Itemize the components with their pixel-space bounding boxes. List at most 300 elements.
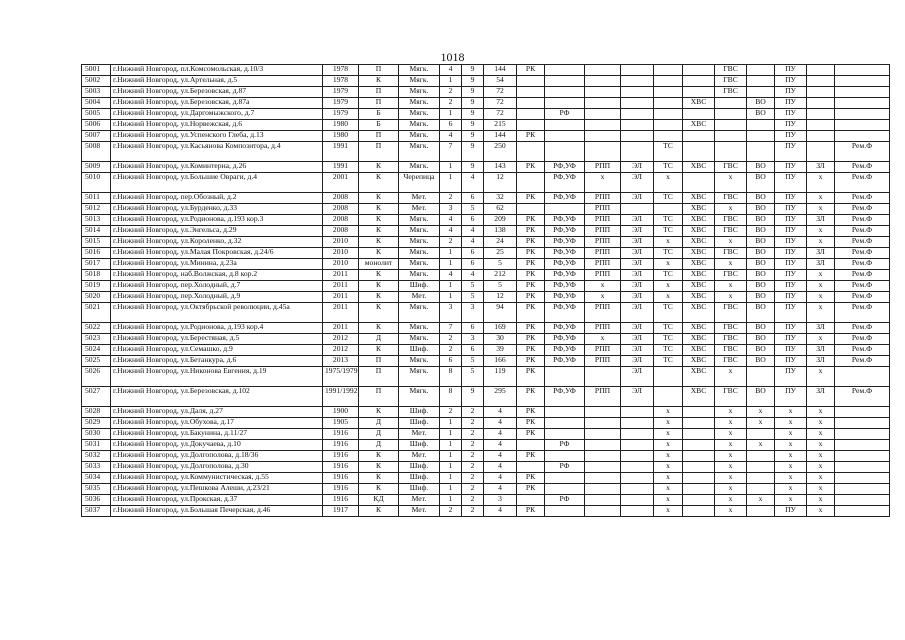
table-cell: 7 <box>440 323 462 334</box>
table-cell: ХВС <box>683 270 715 281</box>
table-cell: РК <box>517 162 545 173</box>
table-cell: х <box>715 407 747 418</box>
table-cell: Мягк. <box>399 248 440 259</box>
table-cell: ТС <box>654 162 683 173</box>
table-cell: ПУ <box>775 323 807 334</box>
table-cell: х <box>715 259 747 270</box>
table-cell: х <box>654 462 683 473</box>
table-cell: х <box>807 292 835 303</box>
table-cell: 1916 <box>323 429 359 440</box>
table-cell: 1916 <box>323 462 359 473</box>
table-cell: Мягк. <box>399 87 440 98</box>
table-cell: Мягк. <box>399 226 440 237</box>
table-cell: ЭЛ <box>621 259 654 270</box>
table-cell: ПУ <box>775 162 807 173</box>
table-cell: 144 <box>484 65 517 76</box>
table-cell <box>545 451 585 462</box>
table-cell: К <box>359 226 399 237</box>
table-row <box>82 98 890 109</box>
table-cell: 54 <box>484 76 517 87</box>
table-cell: 5 <box>484 281 517 292</box>
table-cell: 2011 <box>323 323 359 334</box>
address-cell: г.Нижний Новгород, ул.Докучаева, д.10 <box>111 440 323 451</box>
table-cell: ПУ <box>775 506 807 517</box>
address-cell: г.Нижний Новгород, ул.Березовская, д.102 <box>111 387 323 407</box>
table-cell <box>747 65 775 76</box>
address-cell: г.Нижний Новгород, ул.Короленко, д.32 <box>111 237 323 248</box>
table-cell: РПП <box>585 259 621 270</box>
table-cell: 72 <box>484 109 517 120</box>
table-cell: ПУ <box>775 226 807 237</box>
table-cell: РК <box>517 215 545 226</box>
table-cell: Мет. <box>399 429 440 440</box>
table-cell: ТС <box>654 226 683 237</box>
table-cell: ТС <box>654 334 683 345</box>
table-cell: 1 <box>440 462 462 473</box>
row-number-cell: 5002 <box>82 76 111 87</box>
table-row <box>82 270 890 281</box>
table-cell <box>807 98 835 109</box>
table-cell: 6 <box>462 323 484 334</box>
table-cell: Мягк. <box>399 237 440 248</box>
table-cell: 2010 <box>323 237 359 248</box>
table-cell: х <box>775 484 807 495</box>
table-cell: х <box>807 429 835 440</box>
table-cell: РФ,УФ <box>545 323 585 334</box>
table-cell: К <box>359 270 399 281</box>
table-cell <box>621 440 654 451</box>
table-cell: РФ,УФ <box>545 303 585 323</box>
table-cell: монолит <box>359 259 399 270</box>
table-cell: ГВС <box>715 193 747 204</box>
table-cell: х <box>807 418 835 429</box>
table-cell: х <box>807 270 835 281</box>
row-number-cell: 5027 <box>82 387 111 407</box>
address-cell: г.Нижний Новгород, ул.Бакунина, д.11/27 <box>111 429 323 440</box>
table-cell: РФ,УФ <box>545 162 585 173</box>
table-cell <box>835 495 890 506</box>
table-cell: РК <box>517 292 545 303</box>
table-cell <box>621 495 654 506</box>
table-cell: х <box>715 237 747 248</box>
table-cell: Д <box>359 440 399 451</box>
table-cell <box>545 87 585 98</box>
table-row <box>82 356 890 367</box>
table-cell: ВО <box>747 356 775 367</box>
table-cell <box>683 87 715 98</box>
table-cell <box>683 495 715 506</box>
table-cell: Мет. <box>399 292 440 303</box>
table-cell: 1 <box>440 76 462 87</box>
table-cell: 2013 <box>323 356 359 367</box>
table-cell: ЗЛ <box>807 248 835 259</box>
table-cell: х <box>807 226 835 237</box>
table-cell: 9 <box>462 87 484 98</box>
table-cell: РК <box>517 451 545 462</box>
table-cell: ТС <box>654 270 683 281</box>
table-cell: ПУ <box>775 237 807 248</box>
table-cell: 9 <box>462 162 484 173</box>
table-cell: К <box>359 462 399 473</box>
table-cell <box>747 131 775 142</box>
table-cell <box>835 506 890 517</box>
table-cell: ВО <box>747 292 775 303</box>
table-cell: ПУ <box>775 215 807 226</box>
address-cell: г.Нижний Новгород, ул.Никонова Евгения, д.19 <box>111 367 323 387</box>
table-cell: ВО <box>747 162 775 173</box>
table-row <box>82 226 890 237</box>
table-cell <box>517 98 545 109</box>
table-cell: ЭЛ <box>621 356 654 367</box>
table-cell: х <box>654 484 683 495</box>
table-cell <box>621 484 654 495</box>
table-cell: ЭЛ <box>621 237 654 248</box>
table-cell <box>715 120 747 131</box>
table-cell: 4 <box>440 65 462 76</box>
table-cell: РПП <box>585 204 621 215</box>
row-number-cell: 5024 <box>82 345 111 356</box>
row-number-cell: 5032 <box>82 451 111 462</box>
table-cell: 4 <box>462 237 484 248</box>
table-cell <box>747 367 775 387</box>
row-number-cell: 5015 <box>82 237 111 248</box>
row-number-cell: 5011 <box>82 193 111 204</box>
table-cell <box>545 484 585 495</box>
table-cell <box>715 131 747 142</box>
table-cell: 2012 <box>323 334 359 345</box>
table-cell: 144 <box>484 131 517 142</box>
table-cell: 25 <box>484 248 517 259</box>
table-cell: х <box>715 484 747 495</box>
table-cell <box>654 109 683 120</box>
table-cell <box>835 484 890 495</box>
table-cell: К <box>359 323 399 334</box>
table-cell: Рем.Ф <box>835 387 890 407</box>
table-cell: х <box>654 429 683 440</box>
table-cell: 2008 <box>323 204 359 215</box>
table-cell: ТС <box>654 323 683 334</box>
table-cell: х <box>747 495 775 506</box>
table-cell: ПУ <box>775 281 807 292</box>
table-cell: ЭЛ <box>621 193 654 204</box>
table-cell: ВО <box>747 270 775 281</box>
table-cell: РК <box>517 193 545 204</box>
table-cell: РК <box>517 506 545 517</box>
table-cell: ЭЛ <box>621 323 654 334</box>
table-row <box>82 215 890 226</box>
address-cell: г.Нижний Новгород, ул.Коммунистическая, д.55 <box>111 473 323 484</box>
address-cell: г.Нижний Новгород, пер.Обозный, д.2 <box>111 193 323 204</box>
table-cell <box>747 484 775 495</box>
table-cell: ЭЛ <box>621 173 654 193</box>
table-row <box>82 506 890 517</box>
table-cell <box>545 120 585 131</box>
table-cell: ХВС <box>683 215 715 226</box>
table-cell: К <box>359 76 399 87</box>
table-cell: ТС <box>654 248 683 259</box>
table-cell: х <box>715 462 747 473</box>
table-cell: ТС <box>654 345 683 356</box>
table-cell <box>585 495 621 506</box>
table-cell: х <box>807 440 835 451</box>
table-cell: Мягк. <box>399 142 440 162</box>
table-cell: Рем.Ф <box>835 142 890 162</box>
table-cell: ТС <box>654 193 683 204</box>
table-cell: х <box>807 204 835 215</box>
address-cell: г.Нижний Новгород, ул.Большая Печерская, д.46 <box>111 506 323 517</box>
row-number-cell: 5035 <box>82 484 111 495</box>
table-cell: РК <box>517 387 545 407</box>
table-cell <box>683 484 715 495</box>
table-cell: ЭЛ <box>621 292 654 303</box>
table-row <box>82 281 890 292</box>
table-cell: 1 <box>440 248 462 259</box>
table-cell: ХВС <box>683 248 715 259</box>
table-cell: 4 <box>484 418 517 429</box>
table-cell: РК <box>517 484 545 495</box>
address-cell: г.Нижний Новгород, ул.Родионова, д.193 кор.3 <box>111 215 323 226</box>
table-cell: 4 <box>440 226 462 237</box>
table-cell <box>585 407 621 418</box>
table-cell: ХВС <box>683 292 715 303</box>
table-cell: ХВС <box>683 367 715 387</box>
table-cell: 3 <box>462 303 484 323</box>
table-row <box>82 418 890 429</box>
table-cell <box>835 98 890 109</box>
table-cell: 2 <box>440 345 462 356</box>
table-cell: РФ,УФ <box>545 281 585 292</box>
table-cell <box>585 484 621 495</box>
row-number-cell: 5009 <box>82 162 111 173</box>
table-cell: Мягк. <box>399 323 440 334</box>
table-cell <box>621 506 654 517</box>
table-cell <box>654 98 683 109</box>
table-cell: К <box>359 484 399 495</box>
table-cell <box>807 109 835 120</box>
table-cell <box>545 506 585 517</box>
table-cell: 1 <box>440 440 462 451</box>
table-cell: РПП <box>585 237 621 248</box>
row-number-cell: 5022 <box>82 323 111 334</box>
table-cell: Мягк. <box>399 131 440 142</box>
table-cell: х <box>654 237 683 248</box>
table-cell: РПП <box>585 215 621 226</box>
table-cell: 2008 <box>323 215 359 226</box>
table-cell: ПУ <box>775 76 807 87</box>
table-cell <box>585 131 621 142</box>
table-cell: РК <box>517 226 545 237</box>
table-cell: х <box>807 407 835 418</box>
table-cell: ЭЛ <box>621 215 654 226</box>
table-cell <box>621 65 654 76</box>
table-cell <box>585 65 621 76</box>
table-cell: 3 <box>440 303 462 323</box>
table-cell: Рем.Ф <box>835 204 890 215</box>
table-cell: 2 <box>462 473 484 484</box>
row-number-cell: 5029 <box>82 418 111 429</box>
table-cell <box>715 98 747 109</box>
table-cell: ВО <box>747 98 775 109</box>
table-cell: х <box>654 440 683 451</box>
table-cell: ПУ <box>775 345 807 356</box>
table-cell: 2008 <box>323 226 359 237</box>
table-cell: РК <box>517 429 545 440</box>
row-number-cell: 5018 <box>82 270 111 281</box>
row-number-cell: 5020 <box>82 292 111 303</box>
table-row <box>82 162 890 173</box>
table-cell <box>621 473 654 484</box>
table-cell: ГВС <box>715 76 747 87</box>
table-cell: 1991 <box>323 142 359 162</box>
table-cell <box>585 418 621 429</box>
table-cell: х <box>654 407 683 418</box>
table-cell: К <box>359 303 399 323</box>
table-cell: Мягк. <box>399 387 440 407</box>
table-cell <box>683 451 715 462</box>
table-cell: х <box>654 451 683 462</box>
page-number: 1018 <box>440 50 465 64</box>
table-row <box>82 109 890 120</box>
row-number-cell: 5021 <box>82 303 111 323</box>
table-cell <box>807 65 835 76</box>
table-cell: 4 <box>484 407 517 418</box>
table-cell: х <box>715 429 747 440</box>
table-cell: 2 <box>462 462 484 473</box>
table-row <box>82 248 890 259</box>
row-number-cell: 5004 <box>82 98 111 109</box>
table-cell: х <box>654 495 683 506</box>
row-number-cell: 5026 <box>82 367 111 387</box>
table-cell: 1980 <box>323 131 359 142</box>
table-cell: х <box>807 173 835 193</box>
table-cell: 6 <box>462 345 484 356</box>
table-cell <box>517 440 545 451</box>
table-cell: 2011 <box>323 270 359 281</box>
table-cell: х <box>654 473 683 484</box>
table-cell: х <box>747 418 775 429</box>
table-cell <box>621 120 654 131</box>
table-cell: 2 <box>462 418 484 429</box>
table-cell: Шиф. <box>399 418 440 429</box>
row-number-cell: 5007 <box>82 131 111 142</box>
table-cell: К <box>359 451 399 462</box>
table-cell: ЗЛ <box>807 345 835 356</box>
table-cell: ХВС <box>683 345 715 356</box>
row-number-cell: 5028 <box>82 407 111 418</box>
table-cell: П <box>359 356 399 367</box>
table-cell: ТС <box>654 215 683 226</box>
table-cell: 5 <box>462 204 484 215</box>
table-cell: 1 <box>440 109 462 120</box>
table-cell: 1 <box>440 292 462 303</box>
table-cell: РК <box>517 367 545 387</box>
table-cell: П <box>359 65 399 76</box>
table-cell: Б <box>359 109 399 120</box>
table-cell <box>517 173 545 193</box>
row-number-cell: 5016 <box>82 248 111 259</box>
table-cell: РК <box>517 259 545 270</box>
table-cell <box>807 120 835 131</box>
table-cell: 1905 <box>323 418 359 429</box>
address-cell: г.Нижний Новгород, ул.Пешкова Алеши, д.23/21 <box>111 484 323 495</box>
table-cell <box>585 120 621 131</box>
table-cell: ХВС <box>683 387 715 407</box>
table-cell: х <box>807 506 835 517</box>
table-cell: х <box>807 451 835 462</box>
table-cell: ВО <box>747 237 775 248</box>
table-cell: 1978 <box>323 65 359 76</box>
table-cell: 8 <box>440 367 462 387</box>
address-cell: г.Нижний Новгород, ул.Бурденко, д.33 <box>111 204 323 215</box>
table-cell: 4 <box>484 440 517 451</box>
table-cell: ПУ <box>775 65 807 76</box>
table-cell: 6 <box>462 193 484 204</box>
address-cell: г.Нижний Новгород, ул.Октябрьской революции, д.45а <box>111 303 323 323</box>
table-cell: РК <box>517 131 545 142</box>
table-cell: РФ,УФ <box>545 387 585 407</box>
table-cell: ГВС <box>715 162 747 173</box>
table-cell <box>585 87 621 98</box>
table-cell: Шиф. <box>399 484 440 495</box>
table-cell: П <box>359 367 399 387</box>
table-row <box>82 495 890 506</box>
table-cell: 6 <box>462 248 484 259</box>
table-cell <box>621 204 654 215</box>
table-cell: 1916 <box>323 473 359 484</box>
table-cell: 212 <box>484 270 517 281</box>
table-cell <box>807 76 835 87</box>
table-cell: 138 <box>484 226 517 237</box>
table-cell: ВО <box>747 323 775 334</box>
table-cell: ПУ <box>775 98 807 109</box>
table-cell: 6 <box>440 120 462 131</box>
table-cell: РПП <box>585 345 621 356</box>
table-cell: х <box>807 462 835 473</box>
table-cell: ХВС <box>683 259 715 270</box>
table-cell: РК <box>517 248 545 259</box>
table-cell: ТС <box>654 356 683 367</box>
table-cell: х <box>747 407 775 418</box>
table-cell <box>545 473 585 484</box>
table-cell <box>517 87 545 98</box>
table-cell: 39 <box>484 345 517 356</box>
table-cell: ГВС <box>715 65 747 76</box>
table-cell: РФ,УФ <box>545 215 585 226</box>
table-cell: ЭЛ <box>621 248 654 259</box>
address-cell: г.Нижний Новгород, ул.Обухова, д.17 <box>111 418 323 429</box>
table-cell: 72 <box>484 87 517 98</box>
table-cell: Рем.Ф <box>835 259 890 270</box>
table-cell: 1900 <box>323 407 359 418</box>
table-cell: РФ,УФ <box>545 173 585 193</box>
table-cell: х <box>775 473 807 484</box>
table-cell: х <box>715 173 747 193</box>
table-cell: Рем.Ф <box>835 248 890 259</box>
table-cell: ЗЛ <box>807 162 835 173</box>
table-cell: 2001 <box>323 173 359 193</box>
table-cell: РФ,УФ <box>545 226 585 237</box>
table-cell: 5 <box>462 281 484 292</box>
row-number-cell: 5033 <box>82 462 111 473</box>
table-cell <box>517 120 545 131</box>
table-cell <box>747 506 775 517</box>
table-row <box>82 76 890 87</box>
table-cell <box>545 76 585 87</box>
table-cell: ГВС <box>715 215 747 226</box>
table-row <box>82 367 890 387</box>
table-cell: ХВС <box>683 204 715 215</box>
table-cell <box>683 109 715 120</box>
